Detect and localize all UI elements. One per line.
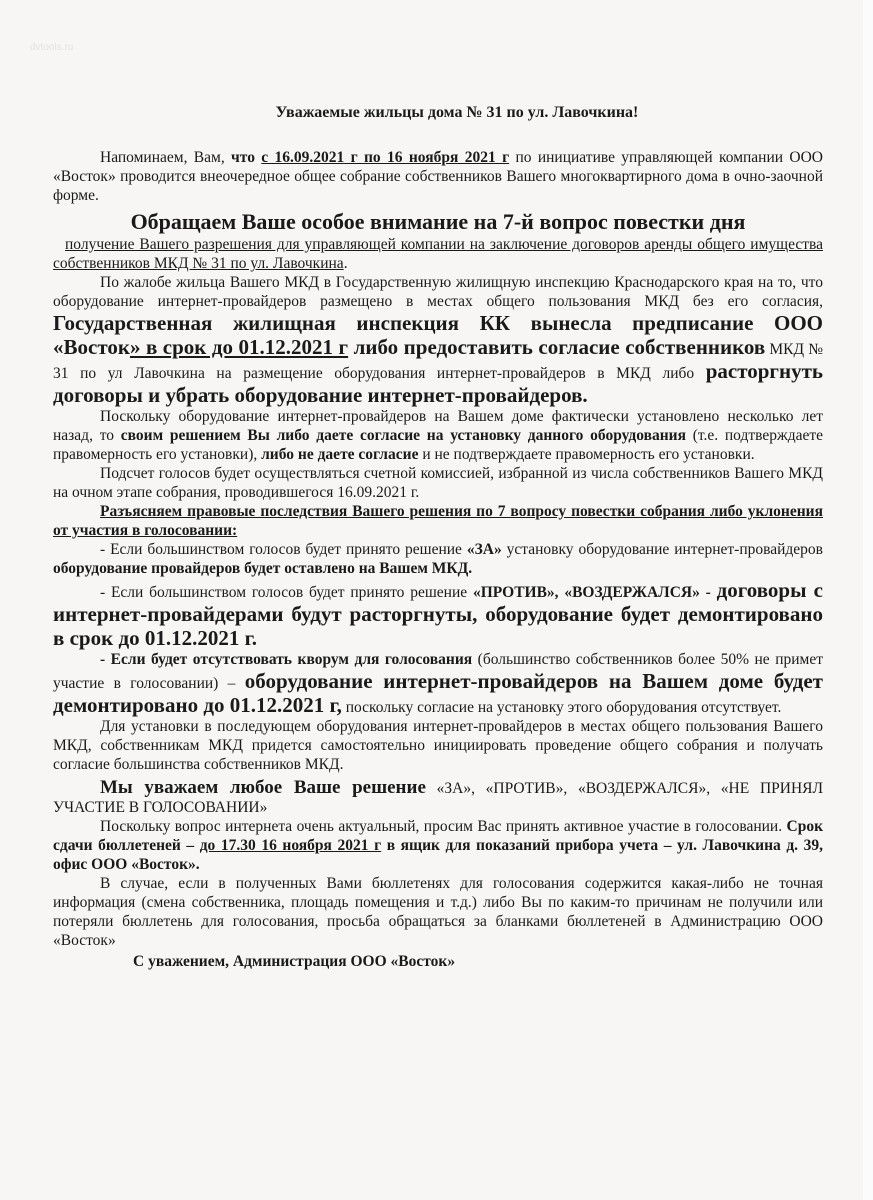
text-run: договоры с интернет-провайдерами будут расторгнуты, оборудование будет демонтировано в срок до 01.12.2021 г. xyxy=(53,578,824,650)
text-run: - Если большинством голосов будет принято решение xyxy=(100,541,467,558)
text-run: . xyxy=(343,255,348,272)
paragraph-deadline xyxy=(53,817,823,874)
option-no-quorum xyxy=(53,650,823,717)
text-run: «ЗА», «ПРОТИВ», «ВОЗДЕРЖАЛСЯ», «НЕ ПРИНЯЛ УЧАСТИЕ В ГОЛОСОВАНИИ» xyxy=(53,780,823,816)
text-run: в ящик для показаний прибора учета – ул. Лавочкина д. 39, офис ООО «Восток». xyxy=(53,837,823,873)
text-run: - Если большинством голосов будет принято решение xyxy=(100,584,473,601)
text-run: Мы уважаем любое Ваше решение xyxy=(100,777,426,798)
text-run: Напоминаем, Вам, xyxy=(100,149,232,166)
text-run: оборудование интернет-провайдеров на Вашем доме будет демонтировано до 01.12.2021 г, xyxy=(53,669,823,717)
text-run: что xyxy=(231,149,262,166)
watermark: dvtools.ru xyxy=(30,42,74,53)
consent-requirement: либо предоставить согласие собственников xyxy=(348,335,766,359)
option-against xyxy=(53,578,823,650)
text-run: и не подтверждаете правомерность его установки. xyxy=(418,446,755,463)
text-run: Срок сдачи бюллетеней – xyxy=(53,818,823,854)
text-run: Поскольку вопрос интернета очень актуальный, просим Вас принять активное участие в голосовании. xyxy=(100,818,787,835)
text-run: «ЗА» xyxy=(466,541,502,558)
text-run: По жалобе жильца Вашего МКД в Государственную жилищную инспекцию Краснодарского края на то, что оборудование интернет-провайдеров размещено в местах общего пользования МКД без его согласия, xyxy=(53,274,823,310)
text-run: «ПРОТИВ», «ВОЗДЕРЖАЛСЯ» - xyxy=(472,584,717,601)
inspection-order: Государственная жилищная инспекция КК вынесла предписание ООО «Восток xyxy=(53,311,823,359)
text-run: Поскольку оборудование интернет-провайдеров на Вашем доме фактически установлено несколько лет назад, то xyxy=(53,408,823,444)
agenda-item-7 xyxy=(53,235,823,273)
paragraph-contact: В случае, если в полученных Вами бюллетенях для голосования содержится какая-либо не точная информация (смена собственника, площадь помещения и т.д.) либо Вы по каким-то причинам не получили или потеряли бюллетень для голосования, просьба обращаться за бланками бюллетеней в Администрацию ООО «Восток» xyxy=(53,875,823,949)
paragraph-future: Для установки в последующем оборудования интернет-провайдеров в местах общего пользования Вашего МКД, собственникам МКД придется самостоятельно инициировать проведение общего собрания и получать согласие большинства собственников МКД. xyxy=(53,718,823,773)
text-run: либо не даете согласие xyxy=(261,446,419,463)
paragraph-complaint xyxy=(53,273,823,407)
deadline: » в срок до 01.12.2021 г xyxy=(129,335,349,359)
letter-body xyxy=(53,103,847,971)
paragraph-decision xyxy=(53,407,823,464)
text-run: по инициативе управляющей компании ООО «Восток» проводится внеочередное общее собрание собственников Вашего многоквартирного дома в очно-заочной форме. xyxy=(53,149,823,204)
text-run: (т.е. подтверждаете правомерность его установки), xyxy=(53,427,823,463)
paragraph-reminder xyxy=(53,148,823,205)
agenda-heading: Обращаем Ваше особое внимание на 7-й вопрос повестки дня xyxy=(130,209,746,234)
text-run: своим решением Вы либо даете согласие на установку данного оборудования xyxy=(120,427,686,444)
text-run: оборудование провайдеров будет оставлено на Вашем МКД. xyxy=(53,560,473,577)
agenda-item-text: получение Вашего разрешения для управляющей компании на заключение договоров аренды общего имущества собственников МКД № 31 по ул. Лавочкина xyxy=(53,236,823,272)
text-run: поскольку согласие на установку этого оборудования отсутствует. xyxy=(341,699,782,716)
letter-title: Уважаемые жильцы дома № 31 по ул. Лавочкина! xyxy=(275,104,639,121)
removal-requirement: расторгнуть договоры и убрать оборудование интернет-провайдеров. xyxy=(53,359,823,407)
text-run: (большинство собственников более 50% не примет участие в голосовании) – xyxy=(53,651,823,692)
paragraph-consequences-heading: Разъясняем правовые последствия Вашего решения по 7 вопросу повестки собрания либо уклонения от участия в голосовании: xyxy=(53,503,823,539)
text-run: до 17.30 16 ноября 2021 г xyxy=(199,837,382,854)
text-run: МКД № 31 по ул Лавочкина на размещение оборудования интернет-провайдеров в МКД либо xyxy=(53,341,823,382)
paragraph-counting: Подсчет голосов будет осуществляться счетной комиссией, избранной из числа собственников Вашего МКД на очном этапе собрания, проводившегося 16.09.2021 г. xyxy=(53,465,823,501)
meeting-dates: с 16.09.2021 г по 16 ноября 2021 г xyxy=(261,149,510,166)
signature: С уважением, Администрация ООО «Восток» xyxy=(133,953,456,970)
option-for xyxy=(53,540,847,578)
text-run: установку оборудование интернет-провайдеров xyxy=(501,541,847,558)
paragraph-respect xyxy=(53,778,823,817)
text-run: - Если будет отсутствовать кворум для голосования xyxy=(100,651,473,668)
